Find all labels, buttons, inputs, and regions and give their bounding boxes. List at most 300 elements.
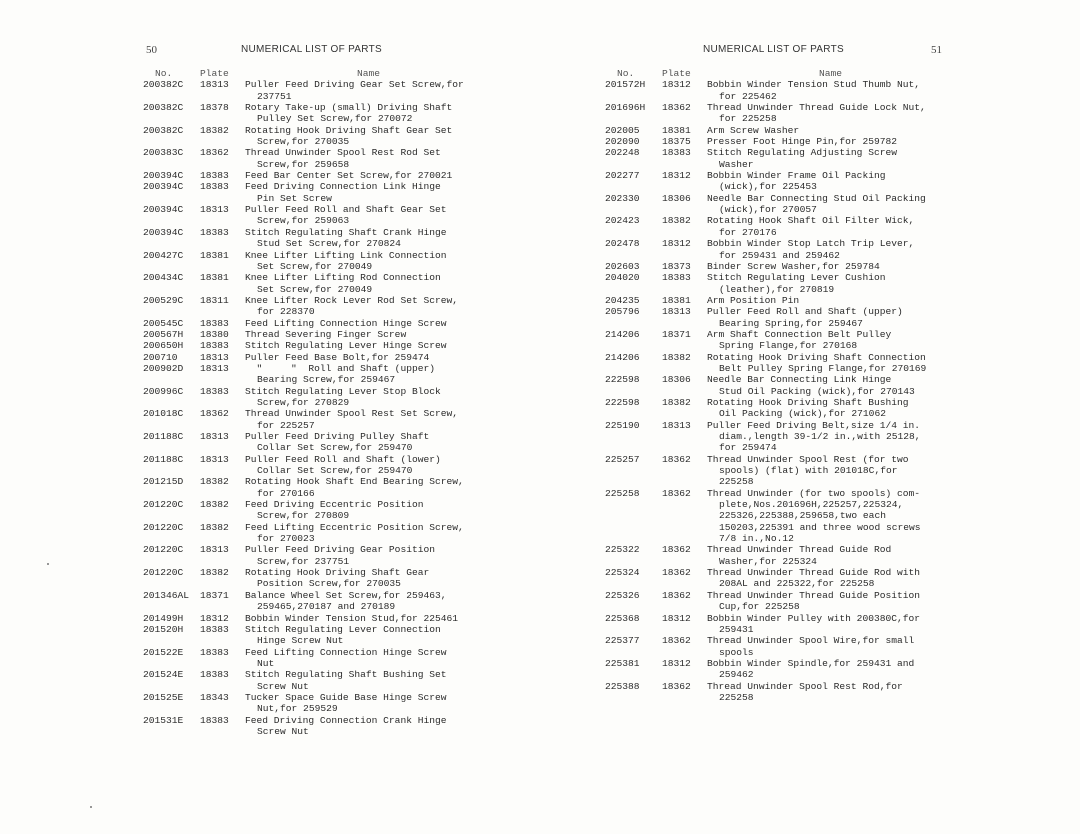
part-number <box>143 601 200 612</box>
part-name: Arm Position Pin <box>707 294 800 306</box>
part-name: Washer <box>719 158 754 170</box>
part-entry <box>143 408 464 419</box>
part-number <box>605 91 662 102</box>
plate-number: 18383 <box>200 226 229 238</box>
part-entry-continuation <box>143 726 464 737</box>
part-entry-continuation <box>605 431 926 442</box>
part-name: 259465,270187 and 270189 <box>257 601 396 613</box>
plate-number: 18312 <box>662 657 691 669</box>
plate-number <box>662 386 707 397</box>
plate-number <box>200 533 245 544</box>
plate-number <box>662 113 707 124</box>
plate-number: 18362 <box>200 408 229 420</box>
part-number: 202330 <box>605 192 640 204</box>
part-name: 259462 <box>719 669 754 681</box>
part-number <box>605 578 662 589</box>
part-number <box>143 488 200 499</box>
plate-number <box>200 193 245 204</box>
part-entry <box>605 295 926 306</box>
plate-number: 18312 <box>662 79 691 91</box>
part-number <box>605 442 662 453</box>
part-number <box>143 238 200 249</box>
plate-number <box>200 601 245 612</box>
plate-number: 18312 <box>662 238 691 250</box>
part-number: 200382C <box>143 79 184 91</box>
part-entry <box>143 431 464 442</box>
part-name: Set Screw,for 270049 <box>257 260 373 272</box>
part-entry-continuation <box>143 136 464 147</box>
part-name: Collar Set Screw,for 259470 <box>257 442 413 454</box>
part-name: 225326,225388,259658,two each <box>719 510 886 522</box>
part-name: for 259431 and 259462 <box>719 249 840 261</box>
plate-number: 18383 <box>200 181 229 193</box>
left-column-headers <box>143 68 464 79</box>
part-name: for 228370 <box>257 306 315 318</box>
part-entry-continuation <box>605 442 926 453</box>
part-number <box>143 284 200 295</box>
part-name: Screw,for 270809 <box>257 510 350 522</box>
part-number: 204235 <box>605 294 640 306</box>
plate-number: 18343 <box>200 691 229 703</box>
part-entry <box>605 79 926 90</box>
part-number: 200996C <box>143 385 184 397</box>
part-name: 7/8 in.,No.12 <box>719 533 794 545</box>
part-number: 200427C <box>143 249 184 261</box>
part-name: (leather),for 270819 <box>719 283 835 295</box>
part-entry <box>605 272 926 283</box>
part-name: Feed Driving Connection Link Hinge <box>245 181 441 193</box>
part-name: spools <box>719 646 754 658</box>
part-number <box>605 465 662 476</box>
part-entry-continuation <box>605 647 926 658</box>
part-name: 259431 <box>719 623 754 635</box>
part-number <box>143 635 200 646</box>
plate-number: 18380 <box>200 328 229 340</box>
plate-number <box>662 499 707 510</box>
part-name: Stud Set Screw,for 270824 <box>257 238 401 250</box>
part-entry-continuation <box>605 510 926 521</box>
part-name: Rotating Hook Shaft Oil Filter Wick, <box>707 215 915 227</box>
part-entry-continuation <box>605 113 926 124</box>
part-number: 200710 <box>143 351 178 363</box>
plate-number: 18383 <box>200 714 229 726</box>
part-entry <box>143 647 464 658</box>
part-number <box>605 250 662 261</box>
part-number: 201531E <box>143 714 184 726</box>
plate-number <box>200 578 245 589</box>
part-entry <box>143 147 464 158</box>
part-entry-continuation <box>605 363 926 374</box>
part-number <box>143 113 200 124</box>
part-name: 237751 <box>257 90 292 102</box>
part-name: for 270023 <box>257 533 315 545</box>
part-entry <box>605 590 926 601</box>
plate-number: 18382 <box>200 521 229 533</box>
column-header-no: No. <box>617 68 635 79</box>
part-entry-continuation <box>605 204 926 215</box>
part-number <box>143 556 200 567</box>
part-entry-continuation <box>605 318 926 329</box>
part-name: Thread Unwinder Spool Rest (for two <box>707 453 909 465</box>
part-number <box>143 420 200 431</box>
plate-number: 18312 <box>662 170 691 182</box>
part-name: Screw,for 237751 <box>257 555 350 567</box>
part-entry-continuation <box>143 261 464 272</box>
part-number <box>605 692 662 703</box>
part-number: 202603 <box>605 260 640 272</box>
part-entry-continuation <box>143 601 464 612</box>
part-name: Rotary Take-up (small) Driving Shaft <box>245 102 453 114</box>
part-number <box>605 159 662 170</box>
part-name: Puller Feed Roll and Shaft Gear Set <box>245 204 447 216</box>
part-name: Position Screw,for 270035 <box>257 578 401 590</box>
left-page-number: 50 <box>146 44 157 56</box>
part-number: 201572H <box>605 79 646 91</box>
plate-number <box>200 510 245 521</box>
plate-number: 18362 <box>662 680 691 692</box>
part-entry <box>143 454 464 465</box>
plate-number: 18313 <box>200 351 229 363</box>
part-name: 208AL and 225322,for 225258 <box>719 578 875 590</box>
part-number: 201018C <box>143 408 184 420</box>
part-number <box>143 510 200 521</box>
part-name: Screw,for 259658 <box>257 158 350 170</box>
part-name: Puller Feed Driving Gear Set Screw,for <box>245 79 464 91</box>
part-name: Nut <box>257 657 275 669</box>
plate-number <box>662 647 707 658</box>
part-name: Set Screw,for 270049 <box>257 283 373 295</box>
part-entry-continuation <box>605 624 926 635</box>
part-name: Feed Lifting Connection Hinge Screw <box>245 646 447 658</box>
part-number: 202277 <box>605 170 640 182</box>
part-number: 214206 <box>605 351 640 363</box>
part-entry <box>143 522 464 533</box>
part-number: 200382C <box>143 124 184 136</box>
part-name: (wick),for 225453 <box>719 181 817 193</box>
plate-number <box>662 91 707 102</box>
part-number: 201696H <box>605 102 646 114</box>
part-entry-continuation <box>605 692 926 703</box>
part-name: 225258 <box>719 691 754 703</box>
part-entry-continuation <box>143 284 464 295</box>
part-number: 201188C <box>143 431 184 442</box>
part-entry <box>605 374 926 385</box>
plate-number <box>200 556 245 567</box>
part-entry-continuation <box>143 215 464 226</box>
plate-number: 18362 <box>662 453 691 465</box>
part-number: 225377 <box>605 635 640 647</box>
part-entry <box>143 79 464 90</box>
part-name: Hinge Screw Nut <box>257 635 344 647</box>
part-number: 200394C <box>143 204 184 216</box>
part-name: Screw Nut <box>257 725 309 737</box>
part-entry-continuation <box>143 556 464 567</box>
part-entry-continuation <box>605 499 926 510</box>
part-number: 225322 <box>605 544 640 556</box>
part-number: 201524E <box>143 669 184 681</box>
part-entry <box>605 329 926 340</box>
part-number <box>143 681 200 692</box>
plate-number: 18306 <box>662 374 691 386</box>
part-number: 225368 <box>605 612 640 624</box>
part-name: Stitch Regulating Shaft Bushing Set <box>245 669 447 681</box>
part-number: 205796 <box>605 306 640 318</box>
part-entry <box>605 681 926 692</box>
part-entry <box>143 692 464 703</box>
part-number <box>143 193 200 204</box>
part-number: 200567H <box>143 328 184 340</box>
column-header-plate: Plate <box>662 68 691 79</box>
plate-number: 18382 <box>662 215 691 227</box>
plate-number <box>662 408 707 419</box>
part-name: Bobbin Winder Pulley with 200380C,for <box>707 612 921 624</box>
plate-number <box>662 624 707 635</box>
part-name: Feed Driving Eccentric Position <box>245 499 424 511</box>
scan-speck <box>90 806 92 808</box>
part-entry <box>143 669 464 680</box>
part-name: Bearing Screw,for 259467 <box>257 374 396 386</box>
part-name: Oil Packing (wick),for 271062 <box>719 408 886 420</box>
plate-number: 18362 <box>200 147 229 159</box>
part-number <box>605 363 662 374</box>
part-entry <box>143 590 464 601</box>
part-name: Bobbin Winder Spindle,for 259431 and <box>707 657 915 669</box>
part-name: for 225462 <box>719 90 777 102</box>
part-name: Thread Unwinder Spool Rest Rod Set <box>245 147 441 159</box>
part-entry-continuation <box>143 578 464 589</box>
part-number <box>605 408 662 419</box>
part-number <box>143 261 200 272</box>
part-name: Puller Feed Roll and Shaft (upper) <box>707 306 903 318</box>
plate-number <box>200 136 245 147</box>
part-number <box>143 374 200 385</box>
part-name: Puller Feed Base Bolt,for 259474 <box>245 351 430 363</box>
plate-number: 18381 <box>662 124 691 136</box>
right-page-title: NUMERICAL LIST OF PARTS <box>703 44 845 55</box>
part-entry <box>143 567 464 578</box>
plate-number: 18382 <box>662 351 691 363</box>
part-entry-continuation <box>605 159 926 170</box>
part-name: for 270166 <box>257 487 315 499</box>
part-name: Puller Feed Driving Belt,size 1/4 in. <box>707 419 921 431</box>
part-name: Puller Feed Driving Pulley Shaft <box>245 431 430 442</box>
part-name: Knee Lifter Lifting Rod Connection <box>245 272 441 284</box>
plate-number: 18383 <box>200 317 229 329</box>
part-name: 225258 <box>719 476 754 488</box>
part-entry-continuation <box>143 703 464 714</box>
plate-number: 18313 <box>200 431 229 442</box>
part-entry-continuation <box>143 91 464 102</box>
part-entry <box>143 613 464 624</box>
part-name: Screw,for 259063 <box>257 215 350 227</box>
part-number <box>143 533 200 544</box>
part-name: Bobbin Winder Tension Stud Thumb Nut, <box>707 79 921 91</box>
part-number <box>143 91 200 102</box>
part-entry-continuation <box>605 465 926 476</box>
part-entry <box>605 102 926 113</box>
part-name: Rotating Hook Driving Shaft Gear Set <box>245 124 453 136</box>
part-number <box>143 136 200 147</box>
part-number <box>143 578 200 589</box>
part-entry <box>605 397 926 408</box>
plate-number: 18383 <box>200 170 229 182</box>
part-name: Knee Lifter Lifting Link Connection <box>245 249 447 261</box>
part-number: 201499H <box>143 612 184 624</box>
plate-number: 18373 <box>662 260 691 272</box>
part-entry <box>605 352 926 363</box>
part-entry <box>605 488 926 499</box>
part-number: 200394C <box>143 170 184 182</box>
part-number <box>605 204 662 215</box>
plate-number <box>200 261 245 272</box>
part-entry-continuation <box>605 522 926 533</box>
part-number: 222598 <box>605 374 640 386</box>
part-entry-continuation <box>605 250 926 261</box>
part-entry-continuation <box>605 578 926 589</box>
plate-number: 18312 <box>200 612 229 624</box>
plate-number <box>662 578 707 589</box>
plate-number: 18371 <box>200 589 229 601</box>
part-number: 200394C <box>143 226 184 238</box>
part-number <box>605 601 662 612</box>
part-number: 200382C <box>143 102 184 114</box>
part-entry <box>605 147 926 158</box>
part-name: Rotating Hook Driving Shaft Connection <box>707 351 926 363</box>
plate-number <box>200 113 245 124</box>
part-entry <box>605 613 926 624</box>
part-number <box>605 431 662 442</box>
plate-number: 18313 <box>200 79 229 91</box>
part-entry <box>143 318 464 329</box>
part-number <box>143 397 200 408</box>
part-entry-continuation <box>605 669 926 680</box>
plate-number <box>200 238 245 249</box>
part-entry-continuation <box>143 465 464 476</box>
part-entry <box>143 125 464 136</box>
plate-number <box>662 284 707 295</box>
part-name: Feed Lifting Connection Hinge Screw <box>245 317 447 329</box>
part-entry-continuation <box>143 658 464 669</box>
part-number <box>605 340 662 351</box>
part-name: Collar Set Screw,for 259470 <box>257 465 413 477</box>
column-header-plate: Plate <box>200 68 229 79</box>
part-name: Stitch Regulating Lever Cushion <box>707 272 886 284</box>
part-number <box>143 703 200 714</box>
part-number <box>605 284 662 295</box>
plate-number: 18313 <box>662 306 691 318</box>
part-number: 204020 <box>605 272 640 284</box>
part-name: Needle Bar Connecting Stud Oil Packing <box>707 192 926 204</box>
part-entry <box>143 295 464 306</box>
plate-number: 18313 <box>200 362 229 374</box>
plate-number: 18383 <box>200 340 229 352</box>
part-name: Feed Driving Connection Crank Hinge <box>245 714 447 726</box>
part-entry <box>605 170 926 181</box>
part-number: 200383C <box>143 147 184 159</box>
part-entry <box>605 454 926 465</box>
part-entry <box>143 624 464 635</box>
plate-number: 18362 <box>662 635 691 647</box>
part-entry <box>605 306 926 317</box>
plate-number <box>662 476 707 487</box>
plate-number: 18383 <box>662 147 691 159</box>
part-number: 225324 <box>605 567 640 579</box>
part-entry <box>605 193 926 204</box>
part-name: Thread Unwinder (for two spools) com- <box>707 487 921 499</box>
plate-number <box>662 227 707 238</box>
part-name: Pulley Set Screw,for 270072 <box>257 113 413 125</box>
plate-number <box>662 669 707 680</box>
part-number <box>143 159 200 170</box>
part-number: 200902D <box>143 362 184 374</box>
part-entry-continuation <box>605 227 926 238</box>
plate-number: 18383 <box>200 669 229 681</box>
plate-number: 18362 <box>662 567 691 579</box>
part-number: 201220C <box>143 521 184 533</box>
plate-number <box>200 374 245 385</box>
part-entry <box>143 181 464 192</box>
part-name: for 225258 <box>719 113 777 125</box>
right-page-number: 51 <box>931 44 942 56</box>
part-number <box>605 476 662 487</box>
plate-number <box>200 488 245 499</box>
part-name: for 225257 <box>257 419 315 431</box>
part-entry <box>143 272 464 283</box>
part-number <box>605 386 662 397</box>
column-header-name: Name <box>357 68 381 79</box>
part-number: 200545C <box>143 317 184 329</box>
part-number: 225326 <box>605 589 640 601</box>
part-entry <box>143 544 464 555</box>
part-entry <box>605 567 926 578</box>
plate-number: 18306 <box>662 192 691 204</box>
part-entry-continuation <box>143 113 464 124</box>
plate-number: 18382 <box>200 476 229 488</box>
part-name: for 259474 <box>719 442 777 454</box>
plate-number: 18313 <box>200 204 229 216</box>
part-entry-continuation <box>143 397 464 408</box>
plate-number <box>662 465 707 476</box>
part-entry-continuation <box>605 91 926 102</box>
part-number: 201220C <box>143 544 184 556</box>
part-number <box>605 669 662 680</box>
right-parts-list <box>605 68 926 703</box>
plate-number: 18362 <box>662 487 691 499</box>
part-number: 200529C <box>143 294 184 306</box>
part-number <box>605 113 662 124</box>
plate-number <box>200 442 245 453</box>
plate-number: 18375 <box>662 136 691 148</box>
part-entry-continuation <box>143 420 464 431</box>
part-number <box>605 227 662 238</box>
part-number <box>143 215 200 226</box>
plate-number <box>200 726 245 737</box>
part-entry-continuation <box>143 306 464 317</box>
part-name: Thread Unwinder Spool Wire,for small <box>707 635 915 647</box>
part-name: Stitch Regulating Lever Connection <box>245 623 441 635</box>
part-entry-continuation <box>143 488 464 499</box>
part-number <box>605 510 662 521</box>
part-name: Balance Wheel Set Screw,for 259463, <box>245 589 447 601</box>
part-name: Tucker Space Guide Base Hinge Screw <box>245 691 447 703</box>
part-entry <box>605 215 926 226</box>
plate-number <box>662 556 707 567</box>
part-number: 202478 <box>605 238 640 250</box>
plate-number <box>662 204 707 215</box>
part-name: " " Roll and Shaft (upper) <box>245 362 435 374</box>
part-entry-continuation <box>605 386 926 397</box>
plate-number: 18312 <box>662 612 691 624</box>
